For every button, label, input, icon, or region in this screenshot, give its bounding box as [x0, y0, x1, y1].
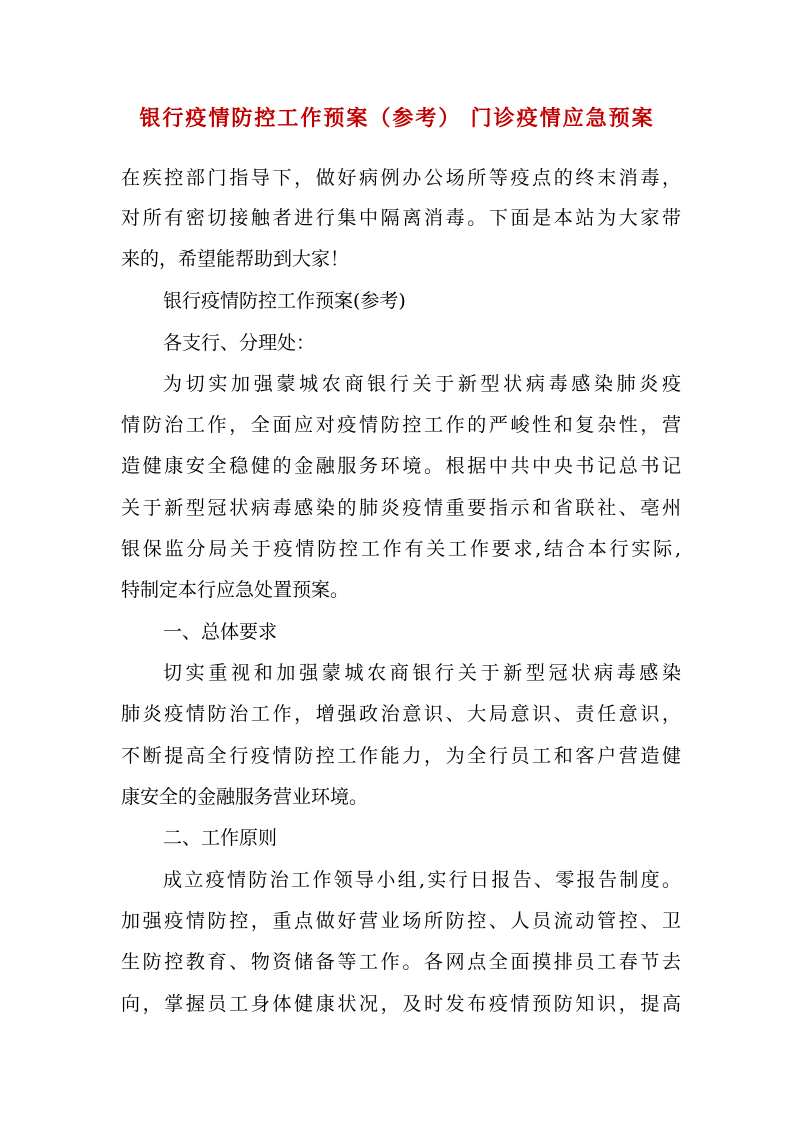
paragraph-line: 对所有密切接触者进行集中隔离消毒。下面是本站为大家带 — [121, 207, 681, 229]
paragraph-line: 成立疫情防治工作领导小组,实行日报告、零报告制度。 — [163, 869, 681, 891]
paragraph-line: 关于新型冠状病毒感染的肺炎疫情重要指示和省联社、亳州 — [121, 497, 681, 519]
paragraph-line: 不断提高全行疫情防控工作能力，为全行员工和客户营造健 — [121, 745, 681, 767]
paragraph-line: 加强疫情防控，重点做好营业场所防控、人员流动管控、卫 — [121, 910, 681, 932]
paragraph-line: 造健康安全稳健的金融服务环境。根据中共中央书记总书记 — [121, 455, 681, 477]
paragraph-line: 康安全的金融服务营业环境。 — [121, 786, 369, 808]
paragraph-line: 在疾控部门指导下，做好病例办公场所等疫点的终末消毒， — [121, 167, 681, 189]
document-title: 银行疫情防控工作预案（参考） 门诊疫情应急预案 — [139, 105, 655, 130]
paragraph-line: 肺炎疫情防治工作，增强政治意识、大局意识、责任意识， — [121, 703, 681, 725]
paragraph-line: 银保监分局关于疫情防控工作有关工作要求,结合本行实际, — [121, 538, 681, 560]
paragraph-line: 特制定本行应急处置预案。 — [121, 579, 350, 601]
section-heading: 一、总体要求 — [163, 621, 278, 643]
paragraph-line: 情防治工作，全面应对疫情防控工作的严峻性和复杂性，营 — [121, 414, 681, 436]
paragraph-line: 切实重视和加强蒙城农商银行关于新型冠状病毒感染 — [163, 662, 681, 684]
paragraph-line: 为切实加强蒙城农商银行关于新型状病毒感染肺炎疫 — [163, 373, 681, 395]
section-heading: 二、工作原则 — [163, 827, 278, 849]
paragraph-line: 向，掌握员工身体健康状况，及时发布疫情预防知识，提高 — [121, 993, 681, 1015]
paragraph-line: 生防控教育、物资储备等工作。各网点全面摸排员工春节去 — [121, 951, 681, 973]
salutation: 各支行、分理处： — [163, 332, 316, 354]
section-heading: 银行疫情防控工作预案(参考) — [163, 290, 406, 312]
paragraph-line: 来的，希望能帮助到大家！ — [121, 248, 350, 270]
